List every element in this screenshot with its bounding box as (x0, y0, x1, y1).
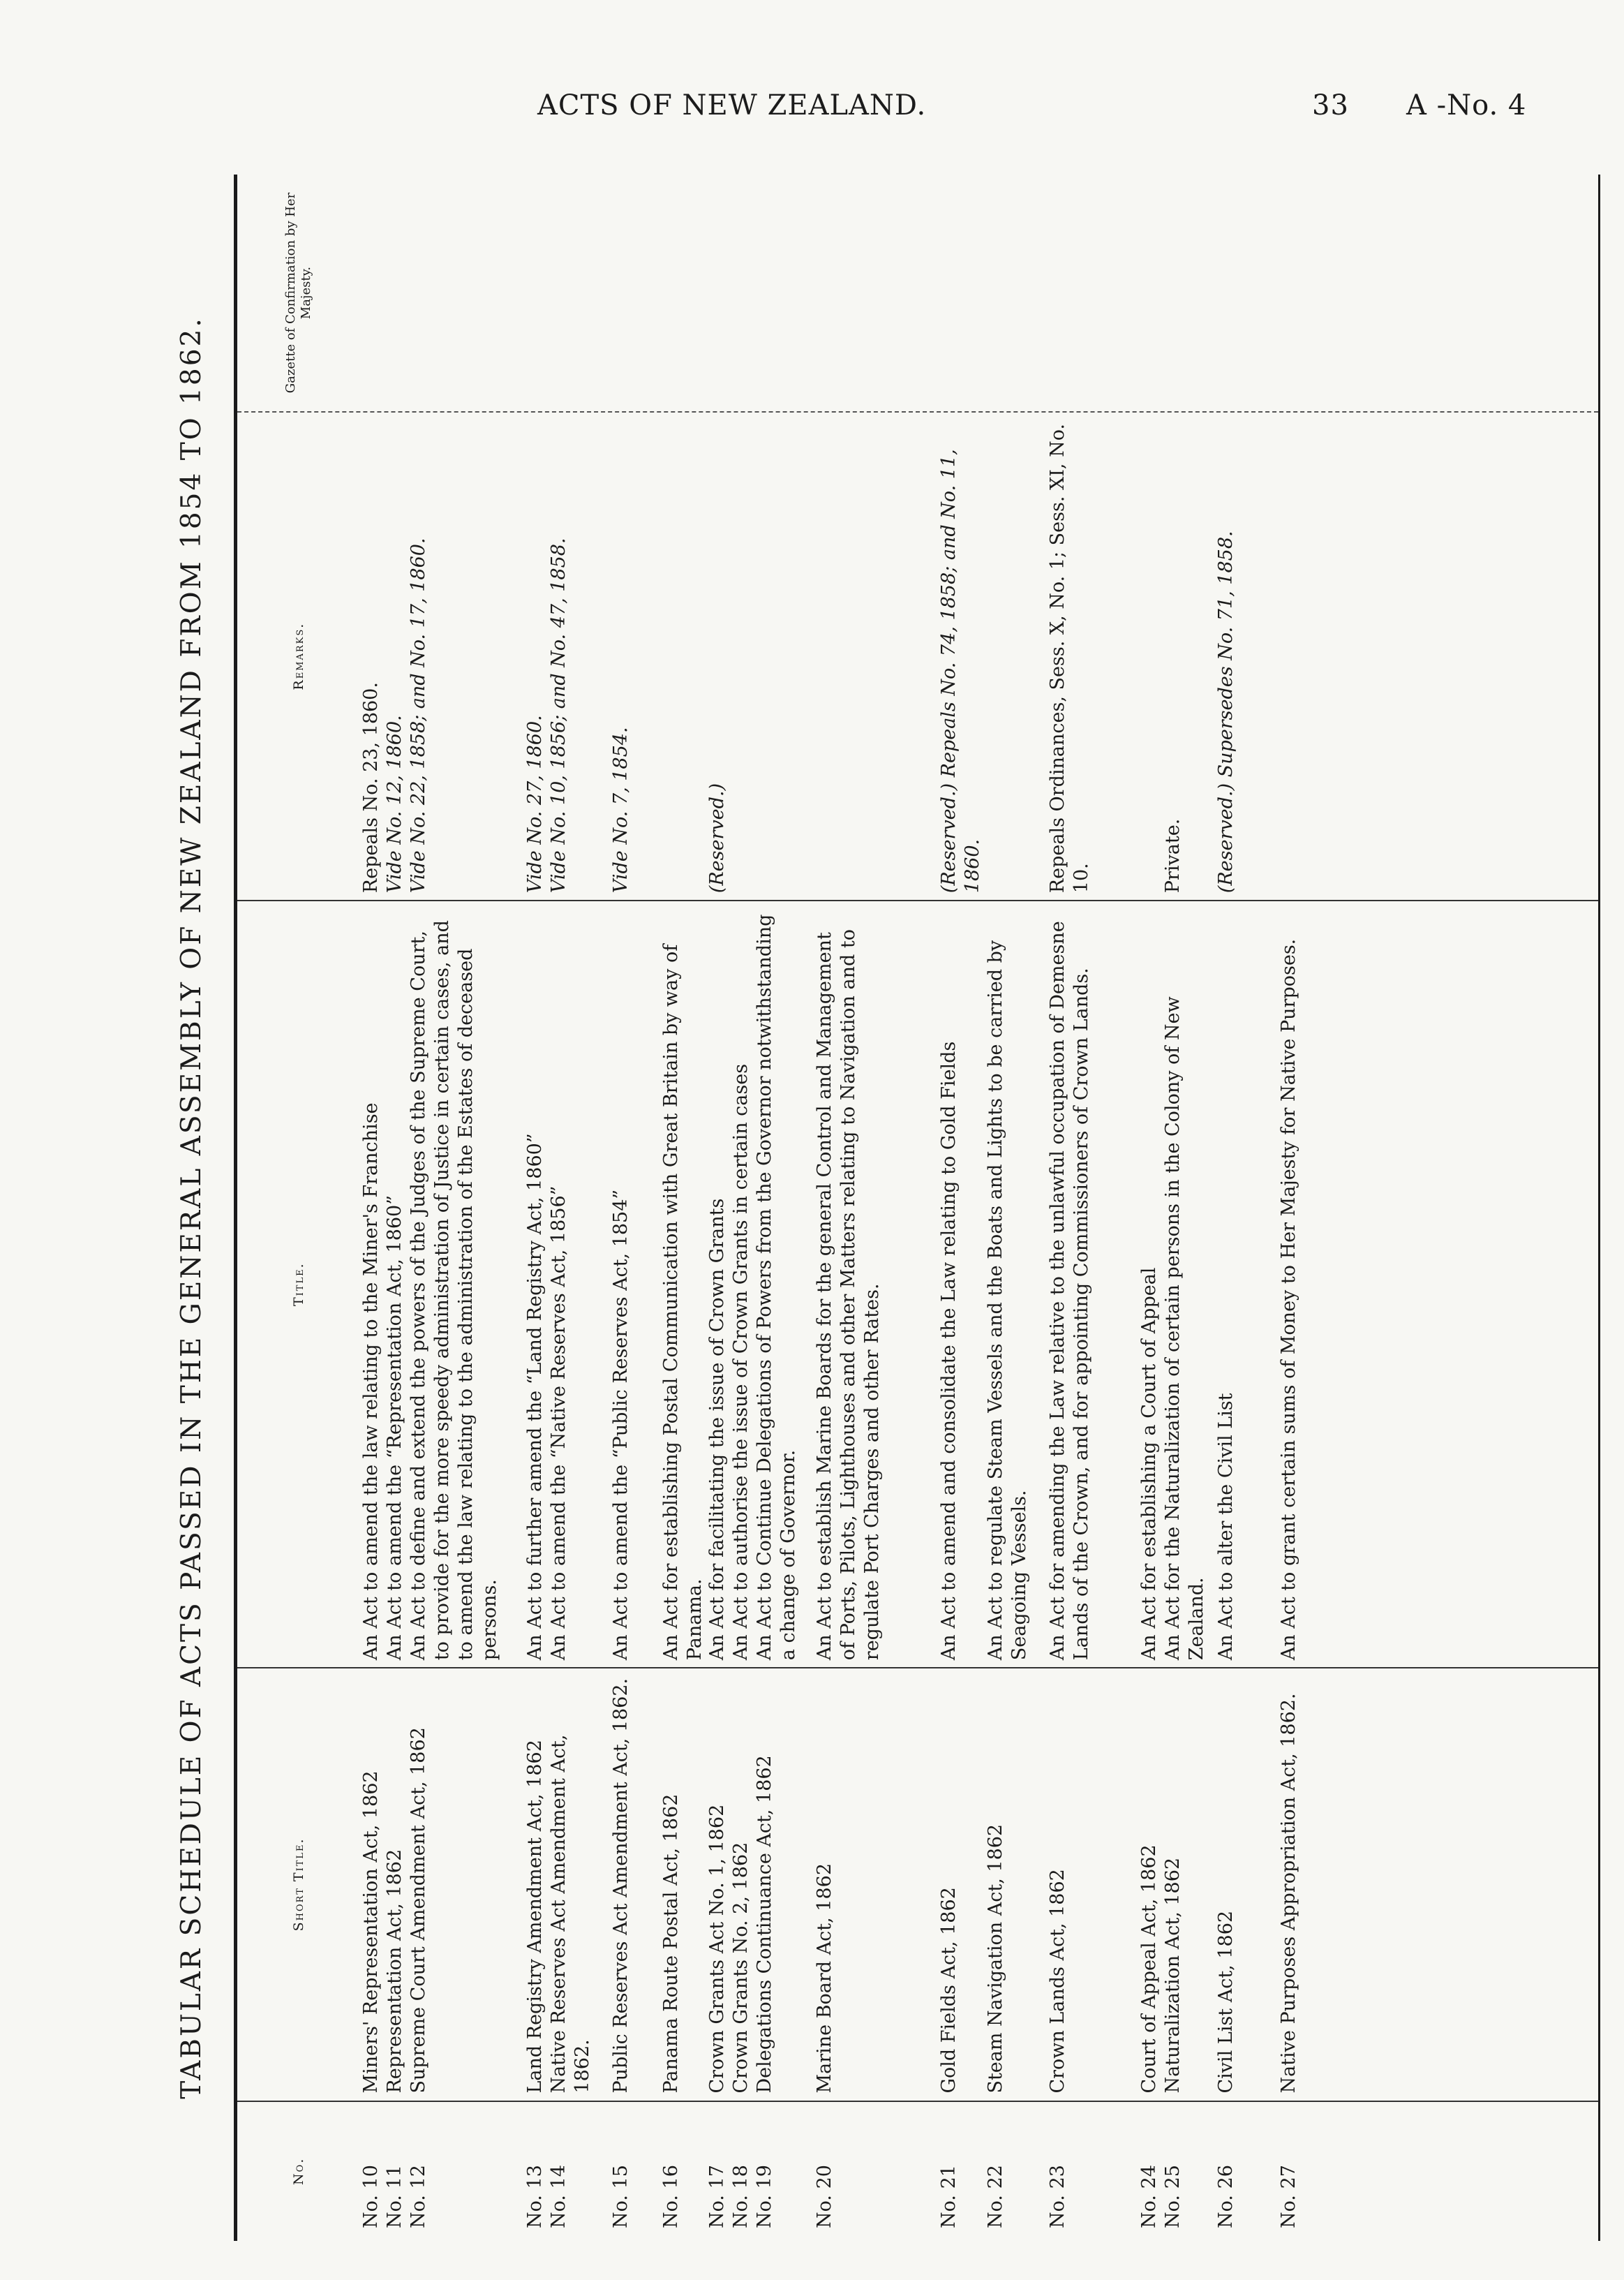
cell-remarks: Vide No. 27, 1860. (524, 715, 546, 894)
cell-short-title: Civil List Act, 1862 (1215, 1910, 1237, 2094)
cell-title: An Act to regulate Steam Vessels and the Boats and Lights to be carried by Seagoing Vessels. (985, 940, 1030, 1661)
column-gazette (237, 175, 1598, 413)
cell-short-title: Delegations Continuance Act, 1862 (754, 1755, 775, 2094)
column-header-no: No. (290, 2157, 306, 2185)
cell-short-title: Marine Board Act, 1862 (814, 1863, 835, 2094)
cell-title: An Act to amend the “Public Reserves Act, 1854” (610, 1189, 632, 1661)
cell-no: No. 16 (660, 2165, 682, 2228)
cell-title: An Act for amending the Law relative to the unlawful occupation of Demesne Lands of the Crown, and for appointing Commissioners of Crown Lands. (1047, 921, 1092, 1661)
cell-remarks: (Reserved.) Supersedes No. 71, 1858. (1215, 531, 1237, 894)
cell-no: No. 22 (985, 2165, 1006, 2228)
cell-remarks: Vide No. 7, 1854. (610, 727, 632, 894)
cell-short-title: Panama Route Postal Act, 1862 (660, 1793, 682, 2094)
cell-remarks: Repeals Ordinances, Sess. X, No. 1; Sess. XI, No. 10. (1047, 423, 1092, 894)
cell-no: No. 11 (384, 2165, 405, 2228)
column-body-remarks (359, 413, 1598, 900)
cell-title: An Act for establishing Postal Communication with Great Britain by way of Panama. (660, 944, 706, 1661)
cell-remarks: Vide No. 22, 1858; and No. 17, 1860. (408, 538, 429, 894)
column-body-short-title (359, 1668, 1598, 2100)
cell-short-title: Land Registry Amendment Act, 1862 (524, 1740, 546, 2094)
cell-no: No. 19 (754, 2165, 775, 2228)
cell-remarks: Repeals No. 23, 1860. (360, 682, 382, 894)
cell-title: An Act for establishing a Court of Appeal (1138, 1267, 1160, 1661)
cell-title: An Act to define and extend the powers of the Judges of the Supreme Court, to provide for the more speedy administration of Justice in certain cases, and to amend the law relating to the administration of the Estates of deceased persons. (408, 920, 500, 1661)
cell-no: No. 15 (610, 2165, 632, 2228)
running-header-title: ACTS OF NEW ZEALAND. (537, 89, 927, 121)
column-no (237, 2102, 1598, 2241)
cell-no: No. 25 (1162, 2165, 1184, 2228)
column-body-no (359, 2102, 1598, 2241)
cell-short-title: Gold Fields Act, 1862 (938, 1887, 960, 2094)
cell-short-title: Representation Act, 1862 (384, 1849, 405, 2094)
cell-remarks: Private. (1162, 818, 1184, 894)
cell-remarks: (Reserved.) (706, 783, 728, 894)
cell-no: No. 14 (548, 2165, 569, 2228)
cell-remarks: Vide No. 12, 1860. (384, 715, 405, 894)
cell-no: No. 18 (730, 2165, 752, 2228)
cell-short-title: Public Reserves Act Amendment Act, 1862. (610, 1678, 632, 2094)
cell-short-title: Native Reserves Act Amendment Act, 1862. (548, 1734, 593, 2094)
cell-title: An Act to amend and consolidate the Law relating to Gold Fields (938, 1041, 960, 1661)
cell-title: An Act to amend the “Representation Act, 1860” (384, 1194, 405, 1661)
column-remarks (237, 413, 1598, 901)
cell-remarks: (Reserved.) Repeals No. 74, 1858; and No. 11, 1860. (938, 449, 983, 894)
cell-title: An Act to establish Marine Boards for the general Control and Management of Ports, Pilots, Lighthouses and other Matters relating to Navigation and to regulate Port Charges and other Rates. (814, 929, 883, 1661)
cell-title: An Act to amend the “Native Reserves Act, 1856” (548, 1185, 569, 1661)
paper-reference: A -No. 4 (1406, 89, 1527, 121)
column-header-gazette: Gazette of Confirmation by Her Majesty. (283, 192, 313, 394)
schedule-table (234, 175, 1600, 2241)
cell-title: An Act to amend the law relating to the Miner's Franchise (360, 1102, 382, 1661)
cell-no: No. 24 (1138, 2165, 1160, 2228)
cell-no: No. 20 (814, 2165, 835, 2228)
cell-no: No. 26 (1215, 2165, 1237, 2228)
column-title (237, 901, 1598, 1668)
cell-no: No. 10 (360, 2165, 382, 2228)
cell-short-title: Crown Grants No. 2, 1862 (730, 1842, 752, 2094)
cell-short-title: Court of Appeal Act, 1862 (1138, 1844, 1160, 2094)
column-header-title: Title. (290, 1262, 306, 1307)
column-header-remarks: Remarks. (290, 622, 306, 690)
cell-title: An Act to authorise the issue of Crown Grants in certain cases (730, 1063, 752, 1661)
cell-title: An Act to alter the Civil List (1215, 1393, 1237, 1661)
cell-short-title: Crown Grants Act No. 1, 1862 (706, 1804, 728, 2094)
cell-title: An Act for facilitating the issue of Crown Grants (706, 1198, 728, 1661)
page-number: 33 (1312, 89, 1349, 121)
column-short-title (237, 1668, 1598, 2101)
column-header-short-title: Short Title. (290, 1837, 306, 1932)
cell-title: An Act to further amend the “Land Registry Act, 1860” (524, 1133, 546, 1661)
cell-no: No. 21 (938, 2165, 960, 2228)
cell-no: No. 13 (524, 2165, 546, 2228)
cell-short-title: Crown Lands Act, 1862 (1047, 1869, 1068, 2094)
cell-title: An Act to Continue Delegations of Powers from the Governor notwithstanding a change of Governor. (754, 914, 799, 1661)
cell-no: No. 27 (1278, 2165, 1299, 2228)
cell-short-title: Supreme Court Amendment Act, 1862 (408, 1727, 429, 2094)
cell-no: No. 12 (408, 2165, 429, 2228)
cell-short-title: Steam Navigation Act, 1862 (985, 1823, 1006, 2094)
cell-short-title: Miners' Representation Act, 1862 (360, 1770, 382, 2094)
cell-title: An Act for the Naturalization of certain persons in the Colony of New Zealand. (1162, 996, 1207, 1661)
column-body-title (359, 901, 1598, 1667)
rotated-schedule (167, 175, 1605, 2241)
cell-short-title: Naturalization Act, 1862 (1162, 1857, 1184, 2094)
cell-no: No. 23 (1047, 2165, 1068, 2228)
schedule-caption: TABULAR SCHEDULE OF ACTS PASSED IN THE GENERAL ASSEMBLY OF NEW ZEALAND FROM 1854 TO 1862. (176, 316, 207, 2099)
cell-short-title: Native Purposes Appropriation Act, 1862. (1278, 1693, 1299, 2094)
cell-no: No. 17 (706, 2165, 728, 2228)
cell-remarks: Vide No. 10, 1856; and No. 47, 1858. (548, 538, 569, 894)
column-body-gazette (359, 175, 1598, 411)
cell-title: An Act to grant certain sums of Money to Her Majesty for Native Purposes. (1278, 938, 1299, 1661)
